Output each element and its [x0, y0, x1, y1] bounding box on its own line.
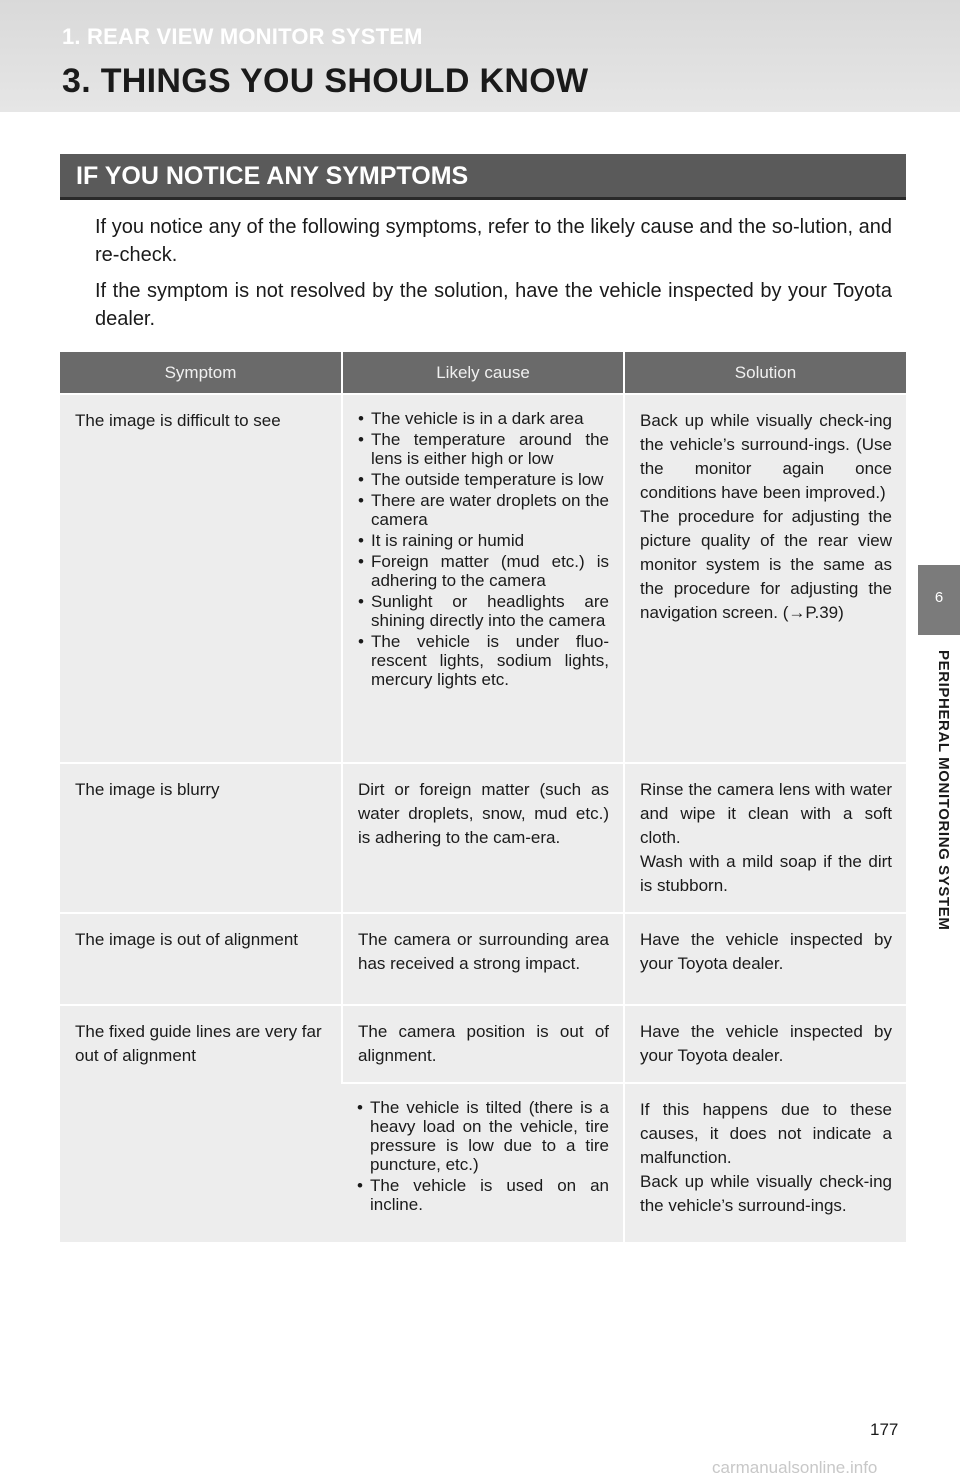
cause-list [357, 1098, 609, 1214]
solution-text-extra: The procedure for adjusting the picture quality of the rear view monitor system is the same as the procedure for adjusting the navigation screen. (→P.39) [640, 507, 892, 622]
solution-cell [624, 1083, 906, 1242]
solution-text: Back up while visually check-ing the vehicle’s surround-ings. (Use the monitor again once conditions have been improved.) [640, 411, 892, 502]
list-item: • The temperature around the lens is either high or low [358, 430, 609, 468]
subheading-text: IF YOU NOTICE ANY SYMPTOMS [76, 162, 469, 190]
list-item: • The vehicle is tilted (there is a heavy load on the vehicle, tire pressure is low due to a tire puncture, etc.) [357, 1098, 609, 1174]
table-header-row [60, 352, 906, 394]
watermark: carmanualsonline.info [712, 1458, 878, 1477]
cause-cell: The camera position is out of alignment. [342, 1005, 624, 1083]
list-item: • There are water droplets on the camera [358, 491, 609, 529]
symptom-cell: The image is out of alignment [60, 913, 342, 1005]
list-item: • Foreign matter (mud etc.) is adhering to the camera [358, 552, 609, 590]
cause-cell [342, 394, 624, 763]
symptom-cell: The image is difficult to see [60, 394, 342, 763]
solution-text-extra: Back up while visually check-ing the vehicle’s surround-ings. [640, 1172, 892, 1215]
symptom-cell: The fixed guide lines are very far out of alignment [60, 1005, 342, 1242]
symptom-cell: The image is blurry [60, 763, 342, 913]
intro-paragraph-1: If you notice any of the following symptoms, refer to the likely cause and the so-lution, and re-check. [95, 216, 892, 266]
list-item: • The vehicle is under fluo-rescent lights, sodium lights, mercury lights etc. [358, 632, 609, 689]
list-item: • The vehicle is used on an incline. [357, 1176, 609, 1214]
chapter-side-label-text: PERIPHERAL MONITORING SYSTEM [935, 650, 952, 931]
subheading-bar [60, 154, 906, 200]
symptom-table [60, 352, 906, 1242]
list-item: • It is raining or humid [358, 531, 609, 550]
table-row [60, 763, 906, 913]
section-title: 1. REAR VIEW MONITOR SYSTEM [62, 24, 423, 49]
page-number: 177 [870, 1420, 899, 1439]
cause-cell [342, 1083, 624, 1242]
solution-text: If this happens due to these causes, it does not indicate a malfunction. [640, 1100, 892, 1167]
table-row [60, 913, 906, 1005]
list-item: • The outside temperature is low [358, 470, 609, 489]
header-solution: Solution [624, 352, 906, 394]
solution-cell: Have the vehicle inspected by your Toyota dealer. [624, 1005, 906, 1083]
list-item: • The vehicle is in a dark area [358, 409, 609, 428]
solution-cell [624, 763, 906, 913]
solution-cell [624, 394, 906, 763]
page-title: 3. THINGS YOU SHOULD KNOW [62, 62, 589, 100]
chapter-side-label [935, 650, 960, 990]
intro-paragraph-2: If the symptom is not resolved by the solution, have the vehicle inspected by your Toyota dealer. [95, 280, 892, 330]
cause-list [358, 409, 609, 689]
solution-text-extra: Wash with a mild soap if the dirt is stubborn. [640, 852, 892, 895]
header-symptom: Symptom [60, 352, 342, 394]
solution-text: Rinse the camera lens with water and wipe it clean with a soft cloth. [640, 780, 892, 847]
table-row [60, 394, 906, 763]
solution-cell: Have the vehicle inspected by your Toyota dealer. [624, 913, 906, 1005]
cause-cell: Dirt or foreign matter (such as water droplets, snow, mud etc.) is adhering to the cam-era. [342, 763, 624, 913]
chapter-tab: 6 [918, 565, 960, 635]
table-row [60, 1005, 906, 1083]
list-item: • Sunlight or headlights are shining directly into the camera [358, 592, 609, 630]
header-likely-cause: Likely cause [342, 352, 624, 394]
cause-cell: The camera or surrounding area has received a strong impact. [342, 913, 624, 1005]
